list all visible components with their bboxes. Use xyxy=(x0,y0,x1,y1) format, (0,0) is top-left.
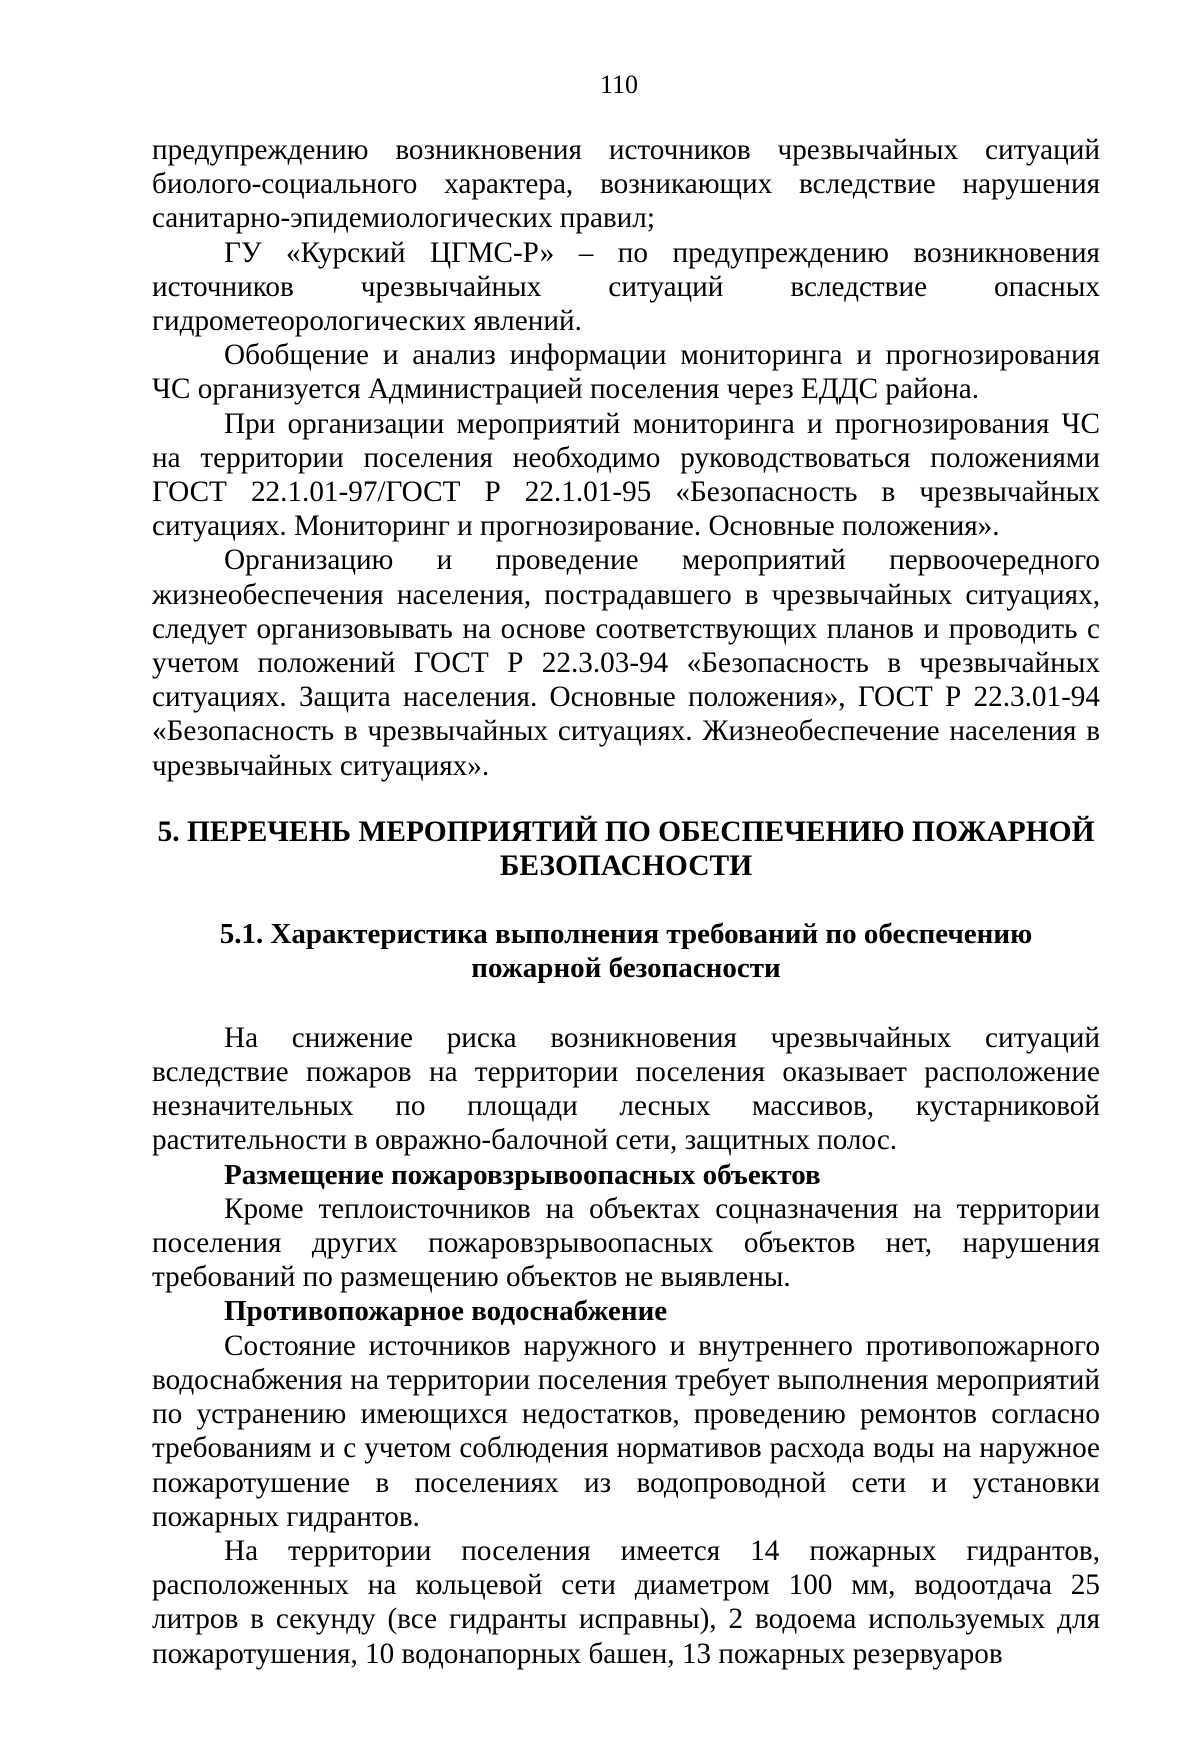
paragraph-fire-risk-intro: На снижение риска возникновения чрезвычайных ситуаций вследствие пожаров на территории поселения оказывает расположение незначительных по площади лесных массивов, кустарниковой растительности в овражно-балочной сети, защитных полос. xyxy=(152,1021,1100,1157)
section-5-1-title xyxy=(152,917,1100,985)
paragraph-gost-monitoring: При организации мероприятий мониторинга и прогнозирования ЧС на территории поселения необходимо руководствоваться положениями ГОСТ 22.1.01-97/ГОСТ Р 22.1.01-95 «Безопасность в чрезвычайных ситуациях. Мониторинг и прогнозирование. Основные положения». xyxy=(152,407,1100,543)
paragraph-hazardous-objects: Кроме теплоисточников на объектах соцназначения на территории поселения других пожаровзрывоопасных объектов нет, нарушения требований по размещению объектов не выявлены. xyxy=(152,1192,1100,1294)
heading-fire-water-supply: Противопожарное водоснабжение xyxy=(224,1295,668,1328)
page-number: 110 xyxy=(599,70,639,99)
page-content xyxy=(152,133,1100,1671)
section-5-title-line2: БЕЗОПАСНОСТИ xyxy=(499,849,753,882)
section-5-title-line1: 5. ПЕРЕЧЕНЬ МЕРОПРИЯТИЙ ПО ОБЕСПЕЧЕНИЮ ПОЖАРНОЙ xyxy=(157,815,1095,848)
paragraph-water-supply-state: Состояние источников наружного и внутреннего противопожарного водоснабжения на территории поселения требует выполнения мероприятий по устранению имеющихся недостатков, проведению ремонтов согласно требованиям и с учетом соблюдения нормативов расхода воды на наружное пожаротушение в поселениях из водопроводной сети и установки пожарных гидрантов. xyxy=(152,1329,1100,1533)
section-5-1-title-line1: 5.1. Характеристика выполнения требований по обеспечению xyxy=(219,917,1033,950)
paragraph-life-support: Организацию и проведение мероприятий первоочередного жизнеобеспечения населения, пострадавшего в чрезвычайных ситуациях, следует организовывать на основе соответствующих планов и проводить с учетом положений ГОСТ Р 22.3.03-94 «Безопасность в чрезвычайных ситуациях. Защита населения. Основные положения», ГОСТ Р 22.3.01-94 «Безопасность в чрезвычайных ситуациях. Жизнеобеспечение населения в чрезвычайных ситуациях». xyxy=(152,544,1100,782)
paragraph-hydrants: На территории поселения имеется 14 пожарных гидрантов, расположенных на кольцевой сети диаметром 100 мм, водоотдача 25 литров в секунду (все гидранты исправны), 2 водоема используемых для пожаротушения, 10 водонапорных башен, 13 пожарных резервуаров xyxy=(152,1534,1100,1670)
paragraph-monitoring-analysis: Обобщение и анализ информации мониторинга и прогнозирования ЧС организуется Администрацией поселения через ЕДДС района. xyxy=(152,339,1100,406)
paragraph-sanitary-violations: предупреждению возникновения источников чрезвычайных ситуаций биолого-социального характера, возникающих вследствие нарушения санитарно-эпидемиологических правил; xyxy=(152,134,1100,235)
paragraph-kursk-cgms: ГУ «Курский ЦГМС-Р» – по предупреждению возникновения источников чрезвычайных ситуаций вследствие опасных гидрометеорологических явлений. xyxy=(152,236,1100,338)
section-5-title xyxy=(152,815,1100,883)
section-5-1-title-line2: пожарной безопасности xyxy=(471,951,781,984)
heading-hazardous-objects-placement: Размещение пожаровзрывоопасных объектов xyxy=(224,1158,821,1191)
